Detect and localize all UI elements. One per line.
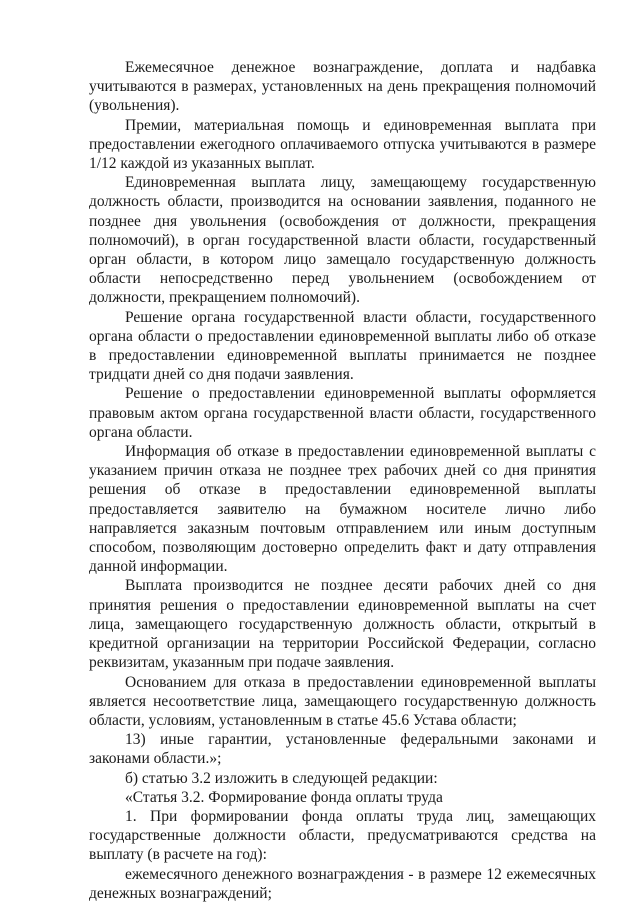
paragraph-13: ежемесячного денежного вознаграждения - в размере 12 ежемесячных денежных вознаграждений;: [89, 865, 596, 902]
paragraph-8: Основанием для отказа в предоставлении единовременной выплаты является несоответствие лица, замещающего государственную должность области, условиям, установленным в статье 45.6 Устава области;: [89, 673, 596, 729]
paragraph-10: б) статью 3.2 изложить в следующей редакции:: [125, 769, 438, 787]
paragraph-5: Решение о предоставлении единовременной выплаты оформляется правовым актом органа государственной власти области, государственного органа области.: [89, 385, 596, 441]
article-heading: «Статья 3.2. Формирование фонда оплаты труда: [125, 788, 443, 806]
paragraph-9: 13) иные гарантии, установленные федеральными законами и законами области.»;: [89, 731, 596, 768]
paragraph-6: Информация об отказе в предоставлении единовременной выплаты с указанием причин отказа не позднее трех рабочих дней со дня принятия решения об отказе в предоставлении единовременной выплаты предоставляется заявителю на бумажном носителе лично либо направляется заказным почтовым отправлением или иным доступным способом, позволяющим достоверно определить факт и дату отправления данной информации.: [89, 443, 596, 576]
paragraph-1: Ежемесячное денежное вознаграждение, доплата и надбавка учитываются в размерах, установленных на день прекращения полномочий (увольнения).: [89, 59, 596, 115]
paragraph-4: Решение органа государственной власти области, государственного органа области о предоставлении единовременной выплаты либо об отказе в предоставлении единовременной выплаты принимается не позднее тридцати дней со дня подачи заявления.: [89, 308, 596, 384]
paragraph-7: Выплата производится не позднее десяти рабочих дней со дня принятия решения о предоставлении единовременной выплаты на счет лица, замещающего государственную должность области, открытый в кредитной организации на территории Российской Федерации, согласно реквизитам, указанным при подаче заявления.: [89, 577, 596, 672]
paragraph-12: 1. При формировании фонда оплаты труда лиц, замещающих государственные должности области, предусматриваются средства на выплату (в расчете на год):: [89, 807, 596, 864]
document-body: [89, 58, 596, 903]
paragraph-2: Премии, материальная помощь и единовременная выплата при предоставлении ежегодного оплачиваемого отпуска учитываются в размере 1/12 каждой из указанных выплат.: [89, 116, 596, 173]
paragraph-3: Единовременная выплата лицу, замещающему государственную должность области, производится на основании заявления, поданного не позднее дня увольнения (освобождения от должности, прекращения полномочий), в орган государственной власти области, государственный орган области, в котором лицо замещало государственную должность области непосредственно перед увольнением (освобождением от должности, прекращением полномочий).: [89, 174, 596, 307]
